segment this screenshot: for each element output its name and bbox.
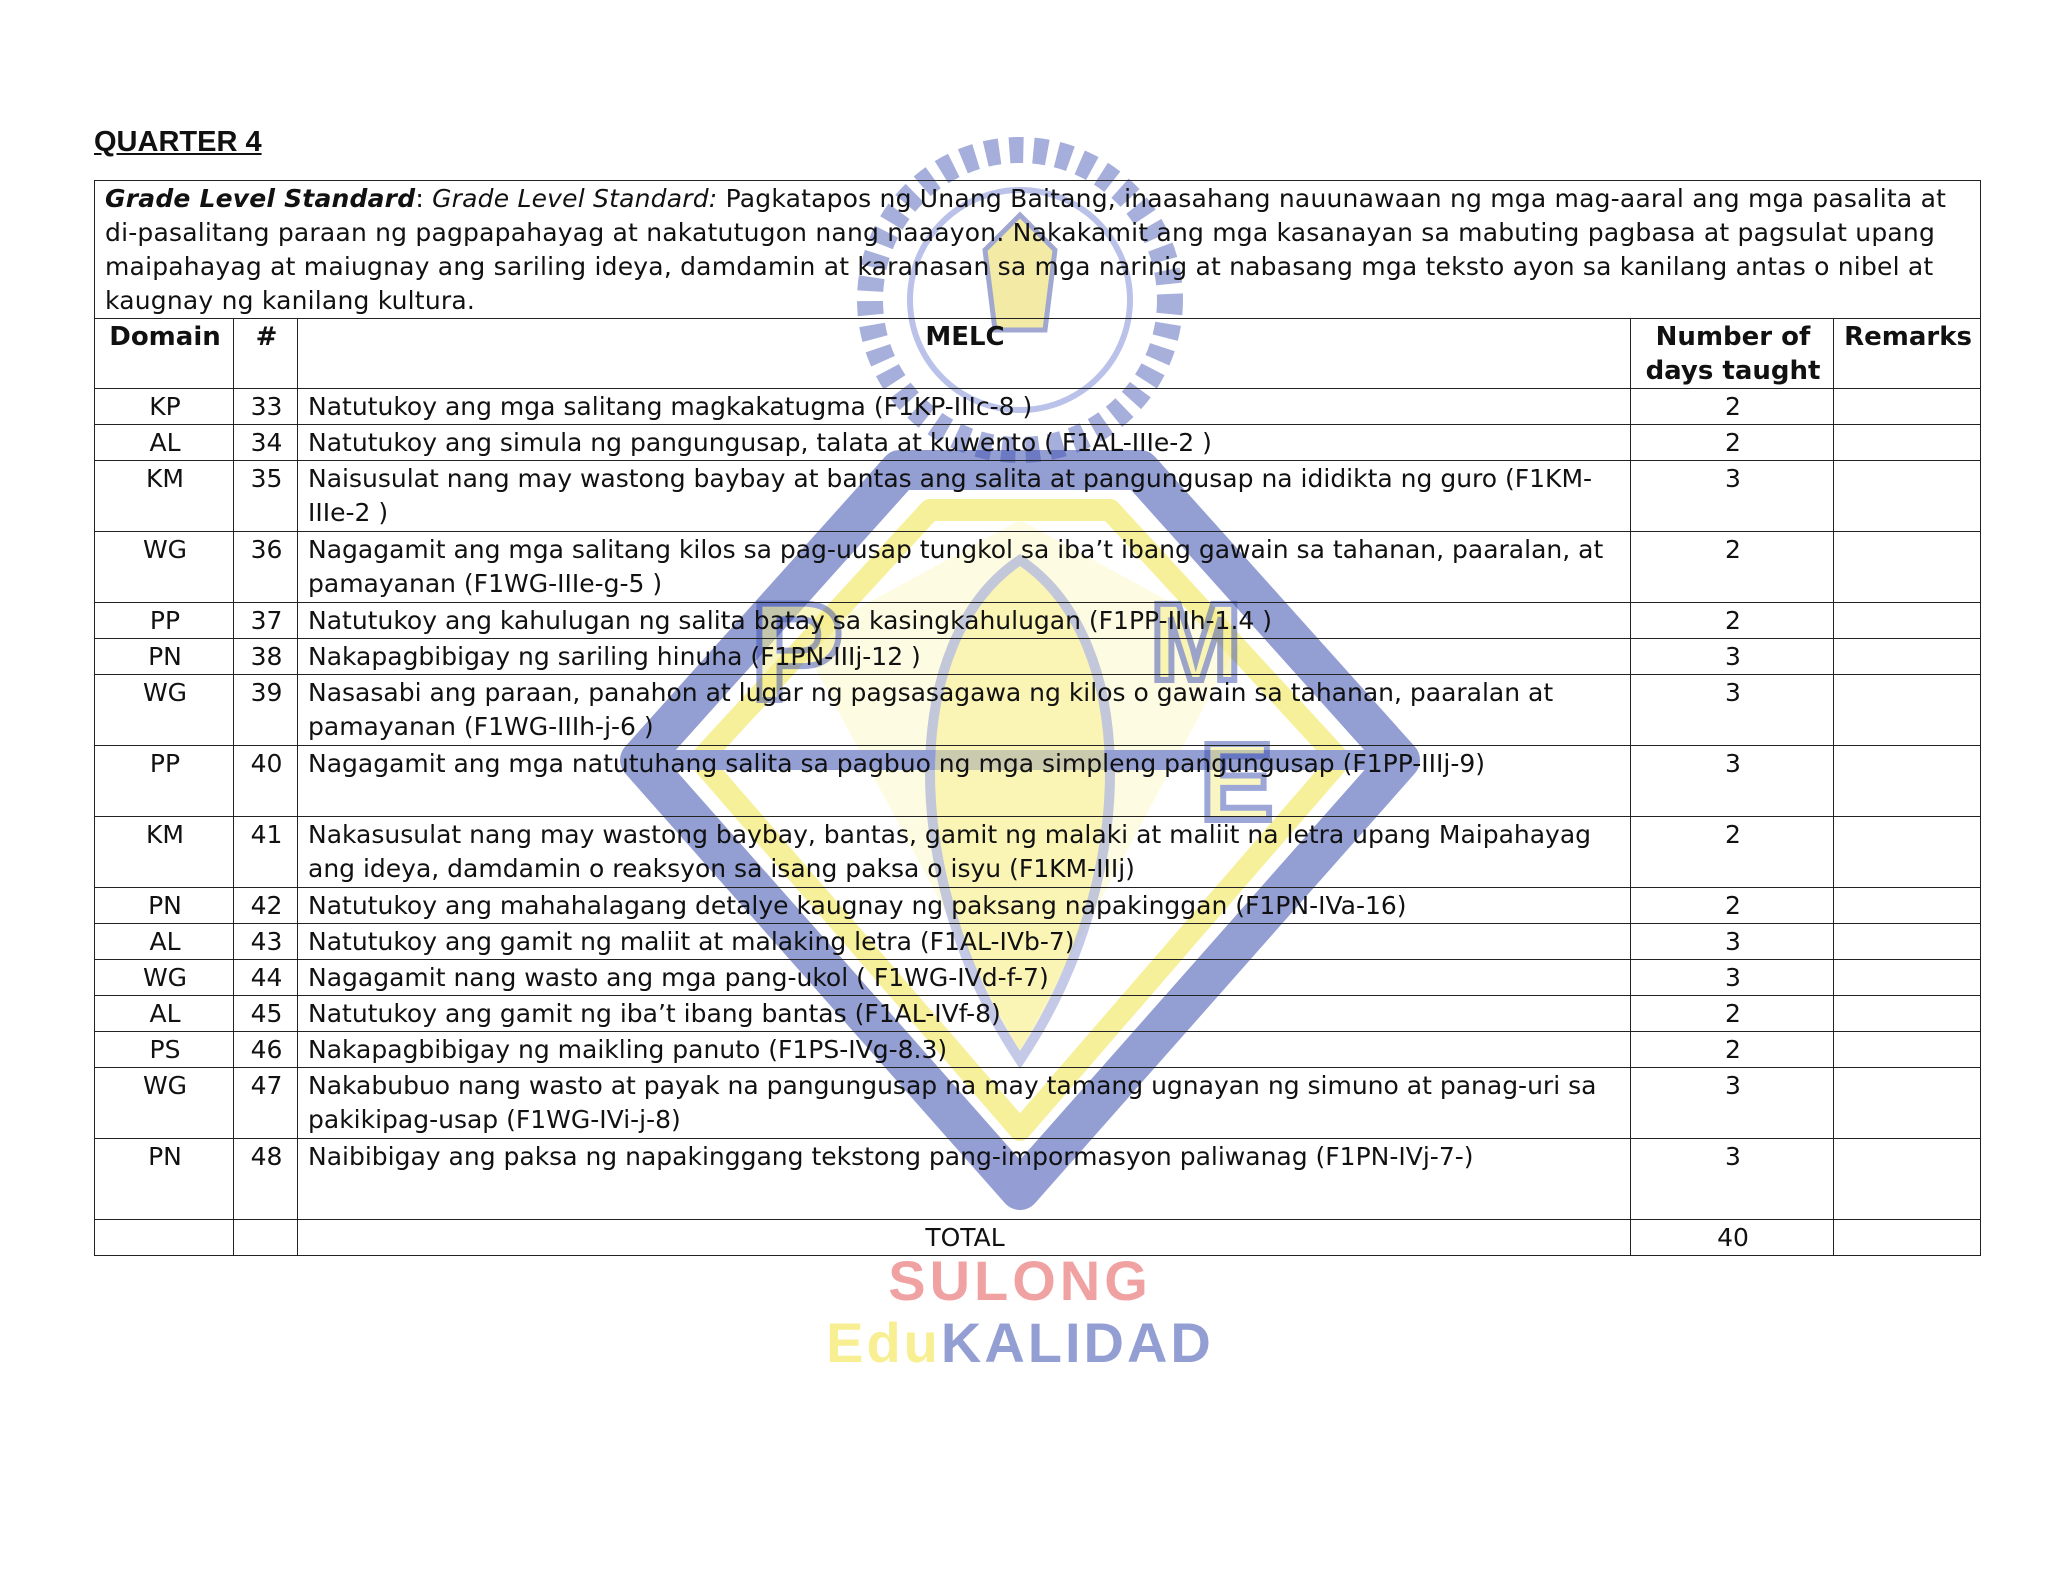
total-days: 40	[1631, 1220, 1834, 1256]
wordmark-line-2	[826, 1311, 1214, 1374]
wordmark-edu: Edu	[826, 1311, 941, 1374]
header-days: Number of days taught	[1631, 319, 1834, 389]
cell-remarks	[1834, 996, 1981, 1032]
cell-days: 2	[1631, 425, 1834, 461]
cell-days: 2	[1631, 603, 1834, 639]
table-row	[95, 389, 1981, 425]
cell-domain: KP	[95, 389, 234, 425]
total-remarks	[1834, 1220, 1981, 1256]
cell-melc: Nakabubuo nang wasto at payak na pangungusap na may tamang ugnayan ng simuno at panag-uri sa pakikipag-usap (F1WG-IVi-j-8)	[298, 1068, 1631, 1139]
gls-colon: :	[415, 184, 433, 213]
gls-label: Grade Level Standard	[105, 184, 416, 213]
cell-number: 45	[234, 996, 298, 1032]
cell-melc: Nakasusulat nang may wastong baybay, bantas, gamit ng malaki at maliit na letra upang Maipahayag ang ideya, damdamin o reaksyon sa isang paksa o isyu (F1KM-IIIj)	[298, 817, 1631, 888]
emblem-letter-p: P	[750, 573, 844, 730]
cell-days: 2	[1631, 389, 1834, 425]
cell-number: 41	[234, 817, 298, 888]
cell-remarks	[1834, 746, 1981, 817]
header-number: #	[234, 319, 298, 389]
cell-domain: AL	[95, 924, 234, 960]
cell-remarks	[1834, 960, 1981, 996]
cell-days: 2	[1631, 996, 1834, 1032]
cell-number: 42	[234, 888, 298, 924]
grade-level-standard-cell	[95, 181, 1981, 319]
table-row	[95, 888, 1981, 924]
wordmark-line-1: SULONG	[888, 1249, 1152, 1312]
emblem-letter-m: M	[1150, 581, 1242, 704]
table-row	[95, 960, 1981, 996]
table-row	[95, 817, 1981, 888]
total-cell-domain	[95, 1220, 234, 1256]
cell-remarks	[1834, 1139, 1981, 1220]
table-header-row	[95, 319, 1981, 389]
cell-domain: PN	[95, 1139, 234, 1220]
cell-remarks	[1834, 389, 1981, 425]
cell-domain: PP	[95, 746, 234, 817]
cell-remarks	[1834, 1068, 1981, 1139]
table-row	[95, 1032, 1981, 1068]
cell-domain: WG	[95, 532, 234, 603]
cell-number: 34	[234, 425, 298, 461]
cell-days: 3	[1631, 960, 1834, 996]
cell-remarks	[1834, 888, 1981, 924]
table-row	[95, 746, 1981, 817]
header-remarks: Remarks	[1834, 319, 1981, 389]
cell-melc: Natutukoy ang mga salitang magkakatugma (F1KP-IIIc-8 )	[298, 389, 1631, 425]
table-row	[95, 425, 1981, 461]
cell-melc: Natutukoy ang kahulugan ng salita batay sa kasingkahulugan (F1PP-IIIh-1.4 )	[298, 603, 1631, 639]
cell-number: 33	[234, 389, 298, 425]
table-row	[95, 461, 1981, 532]
table-row	[95, 639, 1981, 675]
cell-melc: Nakapagbibigay ng sariling hinuha (F1PN-IIIj-12 )	[298, 639, 1631, 675]
cell-melc: Naisusulat nang may wastong baybay at bantas ang salita at pangungusap na ididikta ng guro (F1KM-IIIe-2 )	[298, 461, 1631, 532]
gls-text: Pagkatapos ng Unang Baitang, inaasahang nauunawaan ng mga mag-aaral ang mga pasalita at di-pasalitang paraan ng pagpapahayag at nakatutugon nang naaayon. Nakakamit ang mga kasanayan sa mabuting pagbasa at pagsulat upang maipahayag at maiugnay ang sariling ideya, damdamin at karanasan sa mga narinig at nabasang mga teksto ayon sa kanilang antas o nibel at kaugnay ng kanilang kultura.	[105, 184, 1947, 315]
cell-domain: WG	[95, 960, 234, 996]
cell-domain: KM	[95, 461, 234, 532]
cell-days: 3	[1631, 639, 1834, 675]
cell-domain: AL	[95, 425, 234, 461]
cell-remarks	[1834, 817, 1981, 888]
cell-melc: Natutukoy ang gamit ng maliit at malaking letra (F1AL-IVb-7)	[298, 924, 1631, 960]
cell-domain: WG	[95, 675, 234, 746]
cell-number: 36	[234, 532, 298, 603]
table-row	[95, 675, 1981, 746]
cell-melc: Nagagamit nang wasto ang mga pang-ukol ( F1WG-IVd-f-7)	[298, 960, 1631, 996]
cell-domain: PN	[95, 639, 234, 675]
cell-days: 3	[1631, 1068, 1834, 1139]
cell-days: 2	[1631, 817, 1834, 888]
cell-melc: Nakapagbibigay ng maikling panuto (F1PS-IVg-8.3)	[298, 1032, 1631, 1068]
table-row	[95, 1139, 1981, 1220]
cell-domain: AL	[95, 996, 234, 1032]
gls-italic-repeat: Grade Level Standard:	[432, 184, 718, 213]
cell-number: 39	[234, 675, 298, 746]
melc-table	[94, 180, 1981, 1256]
cell-domain: PS	[95, 1032, 234, 1068]
cell-remarks	[1834, 924, 1981, 960]
cell-remarks	[1834, 675, 1981, 746]
total-cell-number	[234, 1220, 298, 1256]
cell-remarks	[1834, 425, 1981, 461]
cell-days: 2	[1631, 532, 1834, 603]
cell-days: 2	[1631, 1032, 1834, 1068]
cell-domain: PN	[95, 888, 234, 924]
cell-melc: Nagagamit ang mga natutuhang salita sa pagbuo ng mga simpleng pangungusap (F1PP-IIIj-9)	[298, 746, 1631, 817]
cell-melc: Nagagamit ang mga salitang kilos sa pag-uusap tungkol sa iba’t ibang gawain sa tahanan, paaralan, at pamayanan (F1WG-IIIe-g-5 )	[298, 532, 1631, 603]
total-row	[95, 1220, 1981, 1256]
grade-level-standard-row	[95, 181, 1981, 319]
cell-remarks	[1834, 461, 1981, 532]
cell-remarks	[1834, 1032, 1981, 1068]
cell-remarks	[1834, 532, 1981, 603]
cell-days: 3	[1631, 924, 1834, 960]
cell-melc: Nasasabi ang paraan, panahon at lugar ng pagsasagawa ng kilos o gawain sa tahanan, paaralan at pamayanan (F1WG-IIIh-j-6 )	[298, 675, 1631, 746]
cell-domain: KM	[95, 817, 234, 888]
wordmark-kalidad: KALIDAD	[940, 1311, 1214, 1374]
table-row	[95, 924, 1981, 960]
cell-melc: Natutukoy ang mahahalagang detalye kaugnay ng paksang napakinggan (F1PN-IVa-16)	[298, 888, 1631, 924]
cell-melc: Natutukoy ang simula ng pangungusap, talata at kuwento ( F1AL-IIIe-2 )	[298, 425, 1631, 461]
cell-number: 48	[234, 1139, 298, 1220]
table-row	[95, 1068, 1981, 1139]
table-row	[95, 532, 1981, 603]
header-domain: Domain	[95, 319, 234, 389]
cell-number: 35	[234, 461, 298, 532]
quarter-title: QUARTER 4	[94, 126, 262, 158]
cell-days: 3	[1631, 675, 1834, 746]
cell-number: 44	[234, 960, 298, 996]
cell-number: 43	[234, 924, 298, 960]
cell-days: 3	[1631, 746, 1834, 817]
table-row	[95, 996, 1981, 1032]
total-label: TOTAL	[298, 1220, 1631, 1256]
cell-days: 3	[1631, 461, 1834, 532]
header-melc: MELC	[298, 319, 1631, 389]
cell-remarks	[1834, 603, 1981, 639]
cell-domain: PP	[95, 603, 234, 639]
cell-number: 38	[234, 639, 298, 675]
cell-days: 3	[1631, 1139, 1834, 1220]
cell-melc: Naibibigay ang paksa ng napakinggang tekstong pang-impormasyon paliwanag (F1PN-IVj-7-)	[298, 1139, 1631, 1220]
cell-domain: WG	[95, 1068, 234, 1139]
table-row	[95, 603, 1981, 639]
cell-number: 47	[234, 1068, 298, 1139]
cell-number: 40	[234, 746, 298, 817]
cell-number: 37	[234, 603, 298, 639]
cell-melc: Natutukoy ang gamit ng iba’t ibang bantas (F1AL-IVf-8)	[298, 996, 1631, 1032]
emblem-letter-e: E	[1200, 721, 1274, 844]
sulong-edukalidad-wordmark	[826, 1249, 1214, 1374]
cell-number: 46	[234, 1032, 298, 1068]
cell-days: 2	[1631, 888, 1834, 924]
cell-remarks	[1834, 639, 1981, 675]
